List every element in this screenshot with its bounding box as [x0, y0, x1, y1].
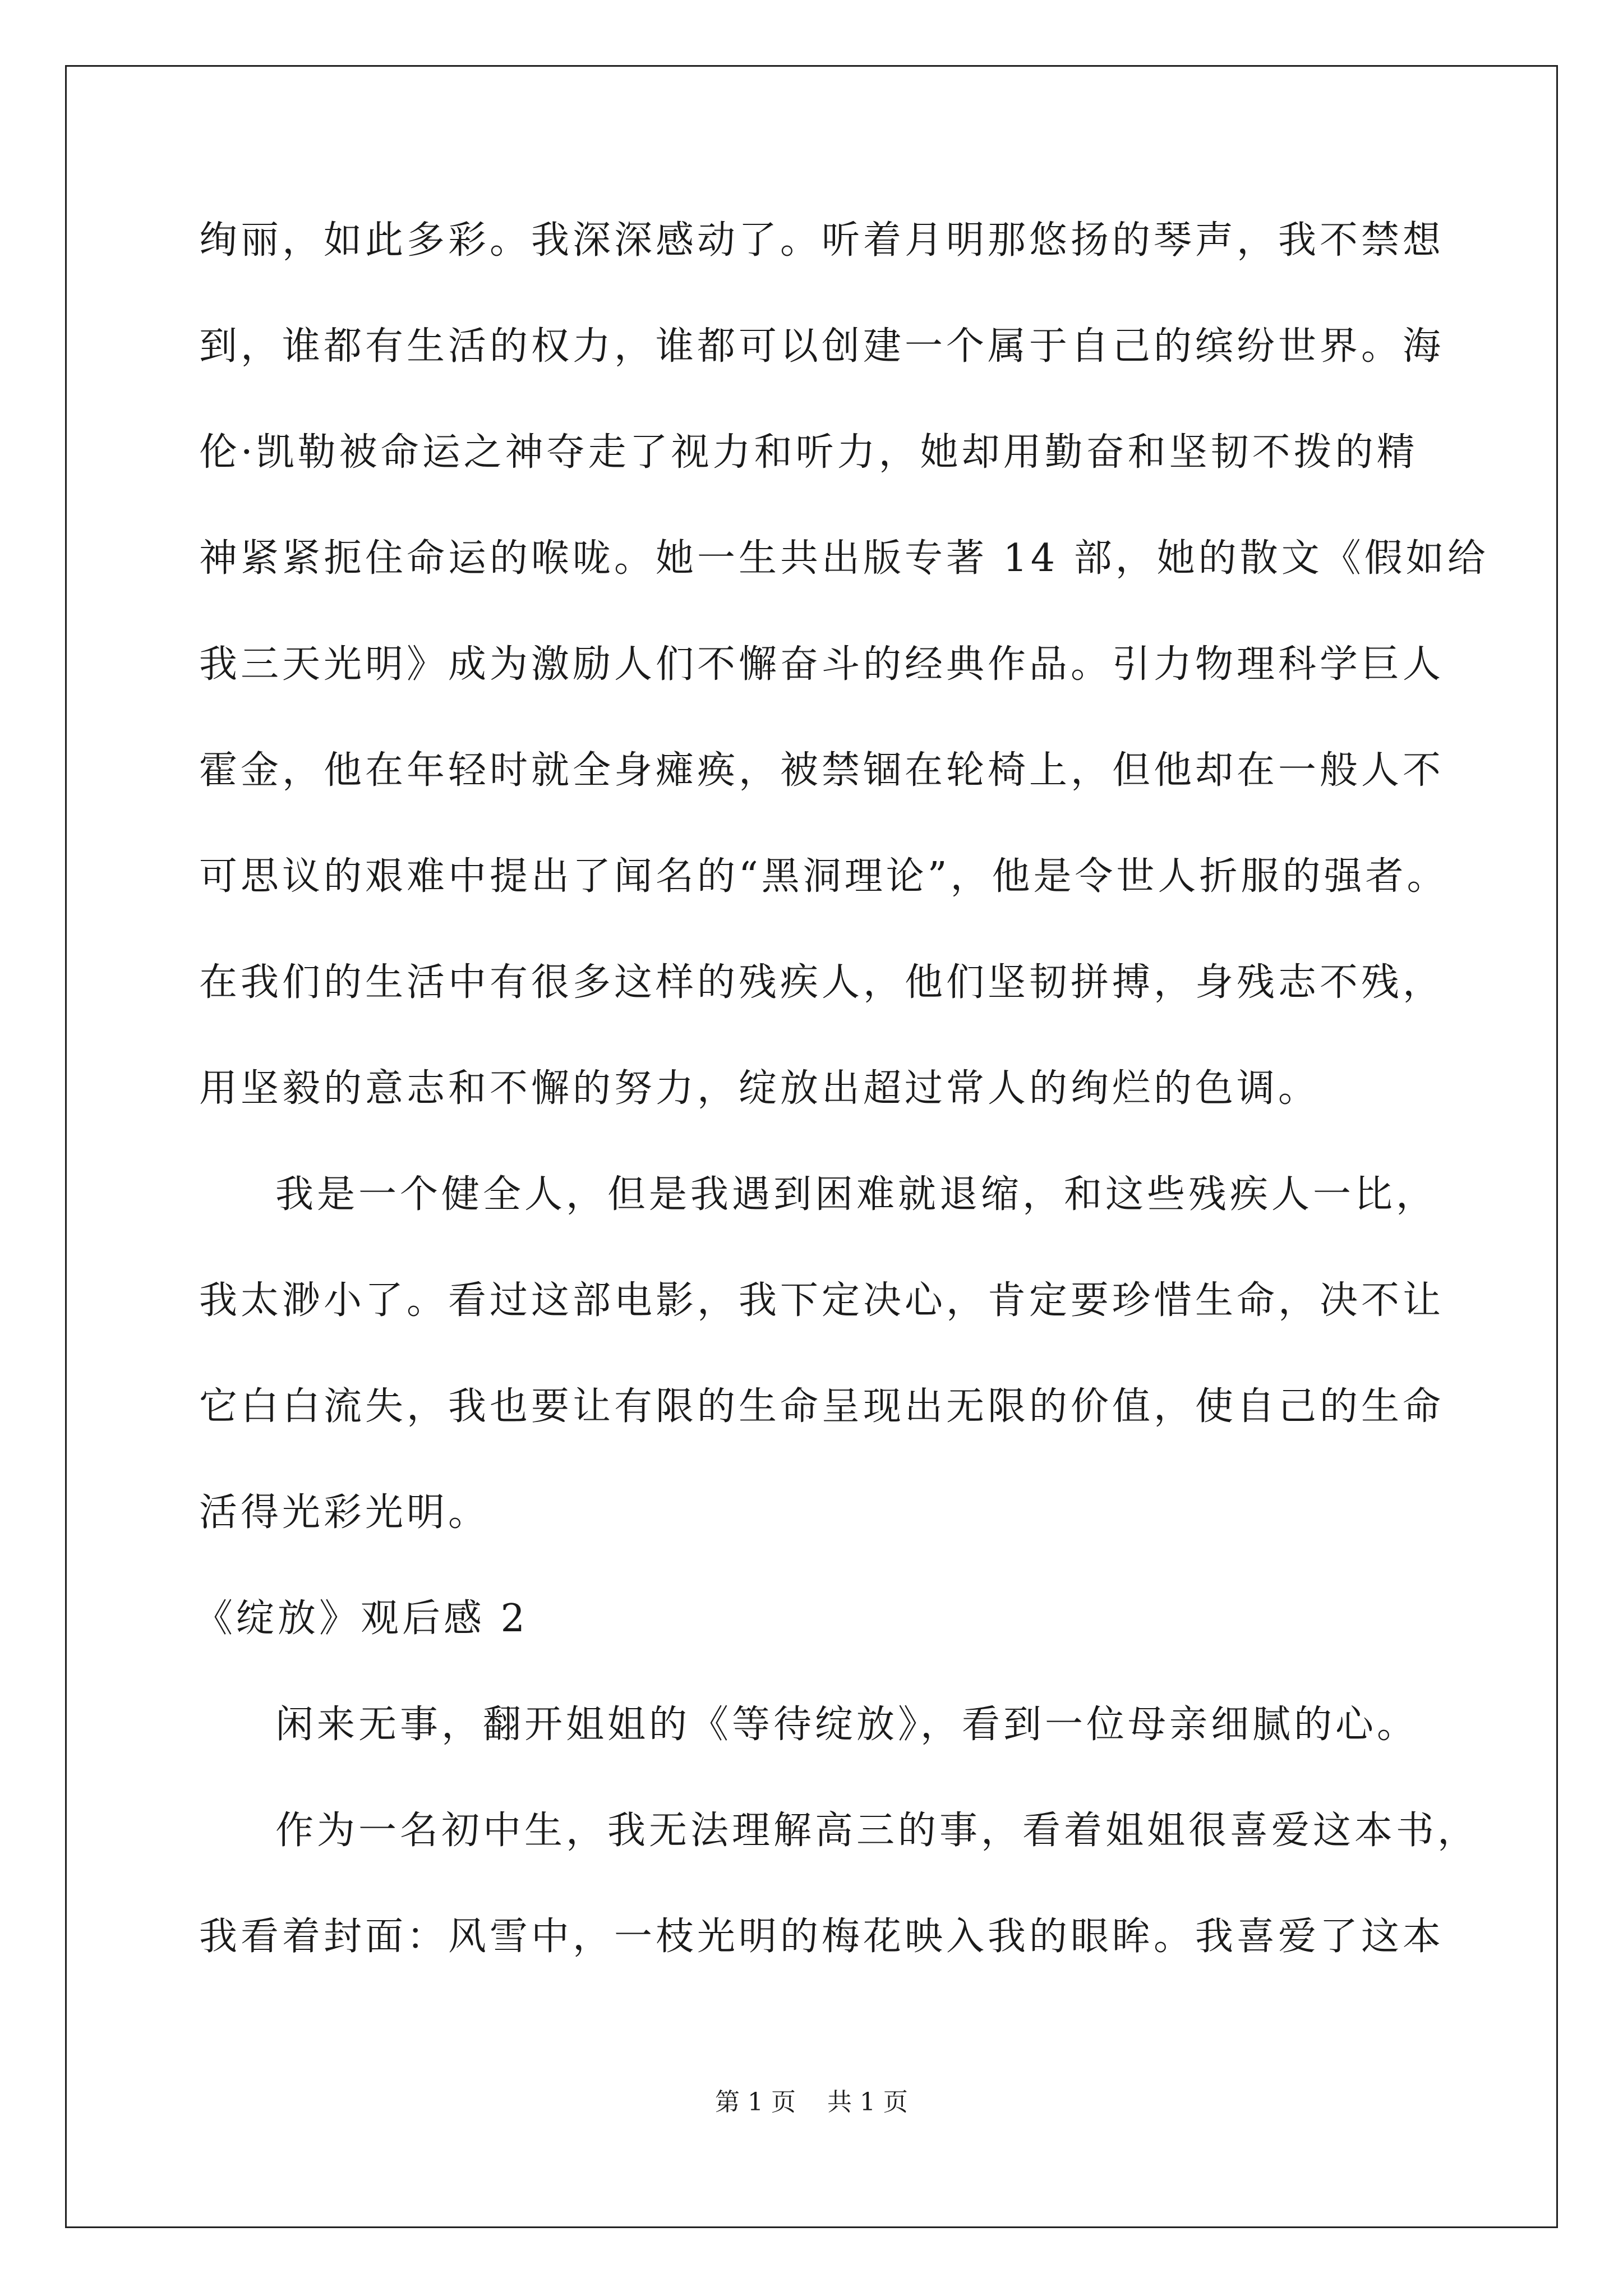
text-line-8: 在我们的生活中有很多这样的残疾人，他们坚韧拼搏，身残志不残，	[199, 960, 1445, 1005]
text-line-17: 我看着封面：风雪中，一枝光明的梅花映入我的眼眸。我喜爱了这本	[199, 1915, 1445, 1959]
text-line-7: 可思议的艰难中提出了闻名的“黑洞理论”，他是令世人折服的强者。	[199, 854, 1449, 899]
text-line-6: 霍金，他在年轻时就全身瘫痪，被禁锢在轮椅上，但他却在一般人不	[199, 748, 1445, 793]
text-line-16: 作为一名初中生，我无法理解高三的事，看着姐姐很喜爱这本书，	[275, 1809, 1479, 1853]
text-line-5: 我三天光明》成为激励人们不懈奋斗的经典作品。引力物理科学巨人	[199, 642, 1445, 687]
text-line-11: 我太渺小了。看过这部电影，我下定决心，肯定要珍惜生命，决不让	[199, 1278, 1445, 1323]
document-body	[195, 218, 1489, 2024]
text-line-13: 活得光彩光明。	[199, 1490, 490, 1535]
text-line-3: 伦·凯勒被命运之神夺走了视力和听力，她却用勤奋和坚韧不拨的精	[199, 430, 1418, 475]
text-line-9: 用坚毅的意志和不懈的努力，绽放出超过常人的绚烂的色调。	[199, 1066, 1320, 1111]
page-footer: 第 1 页 共 1 页	[715, 2088, 908, 2116]
text-line-10: 我是一个健全人，但是我遇到困难就退缩，和这些残疾人一比，	[275, 1172, 1438, 1217]
text-line-4: 神紧紧扼住命运的喉咙。她一生共出版专著 14 部，她的散文《假如给	[199, 536, 1489, 581]
text-line-15: 闲来无事，翻开姐姐的《等待绽放》，看到一位母亲细腻的心。	[275, 1703, 1419, 1747]
text-line-12: 它白白流失，我也要让有限的生命呈现出无限的价值，使自己的生命	[199, 1384, 1445, 1429]
text-line-2: 到，谁都有生活的权力，谁都可以创建一个属于自己的缤纷世界。海	[199, 324, 1445, 369]
section-heading: 《绽放》观后感 2	[195, 1596, 528, 1641]
text-line-1: 绚丽，如此多彩。我深深感动了。听着月明那悠扬的琴声，我不禁想	[199, 218, 1445, 263]
